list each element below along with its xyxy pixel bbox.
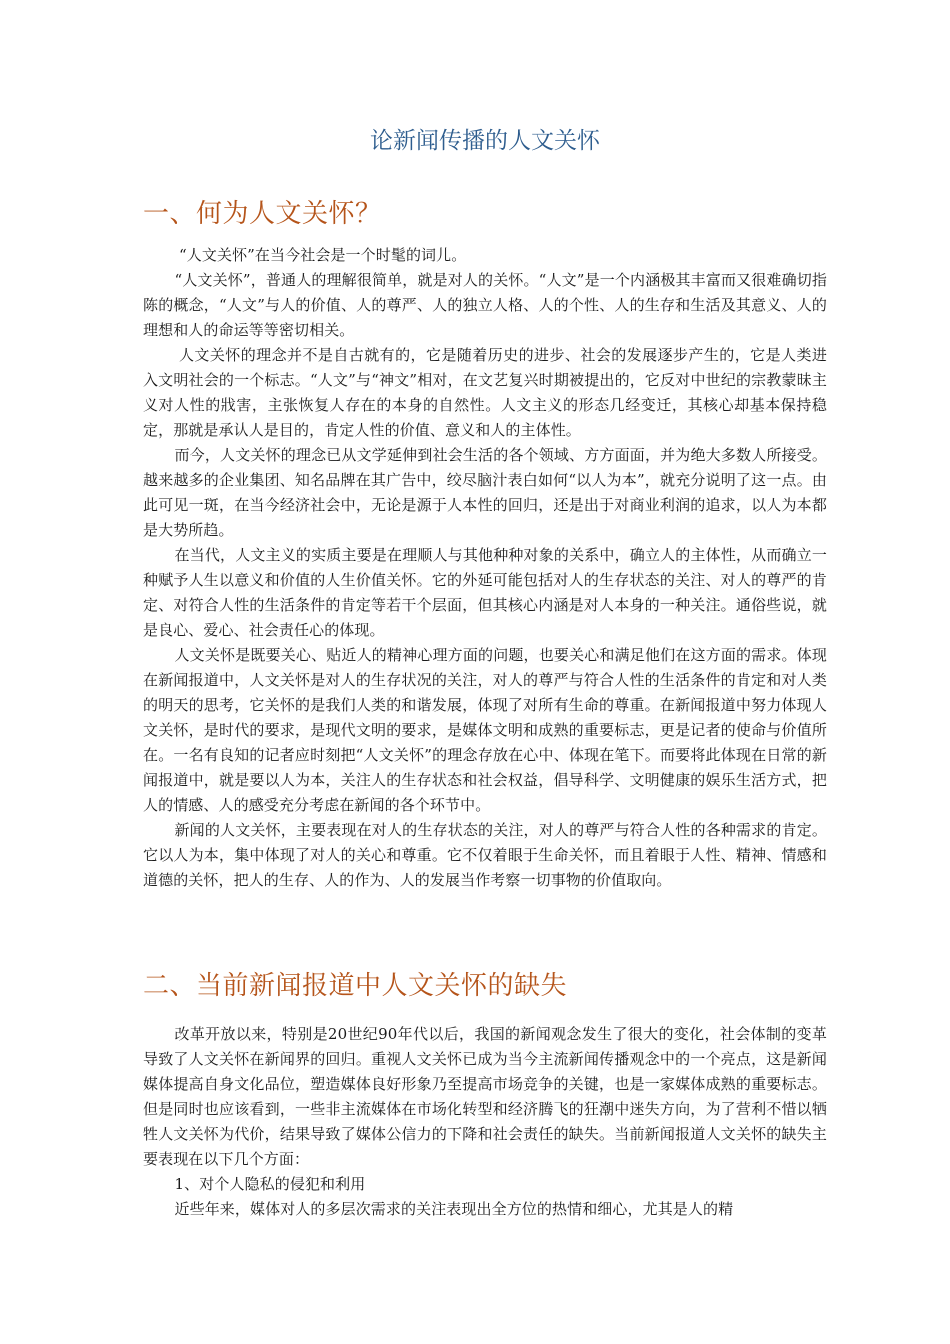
- paragraph: 新闻的人文关怀，主要表现在对人的生存状态的关注，对人的尊严与符合人性的各种需求的肯定。它以人为本，集中体现了对人的关心和尊重。它不仅着眼于生命关怀，而且着眼于人性、精神、情感和道德的关怀，把人的生存、人的作为、人的发展当作考察一切事物的价值取向。: [143, 821, 827, 889]
- section-2-body: [143, 1022, 827, 1222]
- section-heading-2: 二、当前新闻报道中人文关怀的缺失: [143, 971, 568, 1001]
- paragraph: 而今，人文关怀的理念已从文学延伸到社会生活的各个领域、方方面面，并为绝大多数人所接受。越来越多的企业集团、知名品牌在其广告中，绞尽脑汁表白如何“以人为本”，就充分说明了这一点。由此可见一斑，在当今经济社会中，无论是源于人本性的回归，还是出于对商业利润的追求，以人为本都是大势所趋。: [143, 446, 827, 539]
- paragraph: 人文关怀的理念并不是自古就有的，它是随着历史的进步、社会的发展逐步产生的，它是人类进入文明社会的一个标志。“人文”与“神文”相对，在文艺复兴时期被提出的，它反对中世纪的宗教蒙昧主义对人性的戕害，主张恢复人存在的本身的自然性。人文主义的形态几经变迁，其核心却基本保持稳定，那就是承认人是目的，肯定人性的价值、意义和人的主体性。: [143, 346, 827, 439]
- section-1-body: [143, 243, 827, 893]
- paragraph: 在当代，人文主义的实质主要是在理顺人与其他种种对象的关系中，确立人的主体性，从而确立一种赋予人生以意义和价值的人生价值关怀。它的外延可能包括对人的生存状态的关注、对人的尊严的肯定、对符合人性的生活条件的肯定等若干个层面，但其核心内涵是对人本身的一种关注。通俗些说，就是良心、爱心、社会责任心的体现。: [143, 546, 827, 639]
- document-title: 论新闻传播的人文关怀: [370, 128, 600, 154]
- section-heading-1: 一、何为人文关怀？: [143, 199, 382, 229]
- subheading: 1、对个人隐私的侵犯和利用: [174, 1175, 366, 1193]
- paragraph: 人文关怀是既要关心、贴近人的精神心理方面的问题，也要关心和满足他们在这方面的需求。体现在新闻报道中，人文关怀是对人的生存状况的关注，对人的尊严与符合人性的生活条件的肯定和对人类的明天的思考，它关怀的是我们人类的和谐发展，体现了对所有生命的尊重。在新闻报道中努力体现人文关怀，是时代的要求，是现代文明的要求，是媒体文明和成熟的重要标志，更是记者的使命与价值所在。一名有良知的记者应时刻把“人文关怀”的理念存放在心中、体现在笔下。而要将此体现在日常的新闻报道中，就是要以人为本，关注人的生存状态和社会权益，倡导科学、文明健康的娱乐生活方式，把人的情感、人的感受充分考虑在新闻的各个环节中。: [143, 646, 827, 814]
- paragraph: 改革开放以来，特别是20世纪90年代以后，我国的新闻观念发生了很大的变化，社会体制的变革导致了人文关怀在新闻界的回归。重视人文关怀已成为当今主流新闻传播观念中的一个亮点，这是新闻媒体提高自身文化品位，塑造媒体良好形象乃至提高市场竞争的关键，也是一家媒体成熟的重要标志。但是同时也应该看到，一些非主流媒体在市场化转型和经济腾飞的狂潮中迷失方向，为了营利不惜以牺牲人文关怀为代价，结果导致了媒体公信力的下降和社会责任的缺失。当前新闻报道人文关怀的缺失主要表现在以下几个方面：: [143, 1025, 827, 1168]
- paragraph: “人文关怀”，普通人的理解很简单，就是对人的关怀。“人文”是一个内涵极其丰富而又很难确切指陈的概念，“人文”与人的价值、人的尊严、人的独立人格、人的个性、人的生存和生活及其意义、人的理想和人的命运等等密切相关。: [143, 271, 827, 339]
- paragraph: 近些年来，媒体对人的多层次需求的关注表现出全方位的热情和细心，尤其是人的精: [174, 1200, 734, 1218]
- paragraph: “人文关怀”在当今社会是一个时髦的词儿。: [179, 246, 467, 264]
